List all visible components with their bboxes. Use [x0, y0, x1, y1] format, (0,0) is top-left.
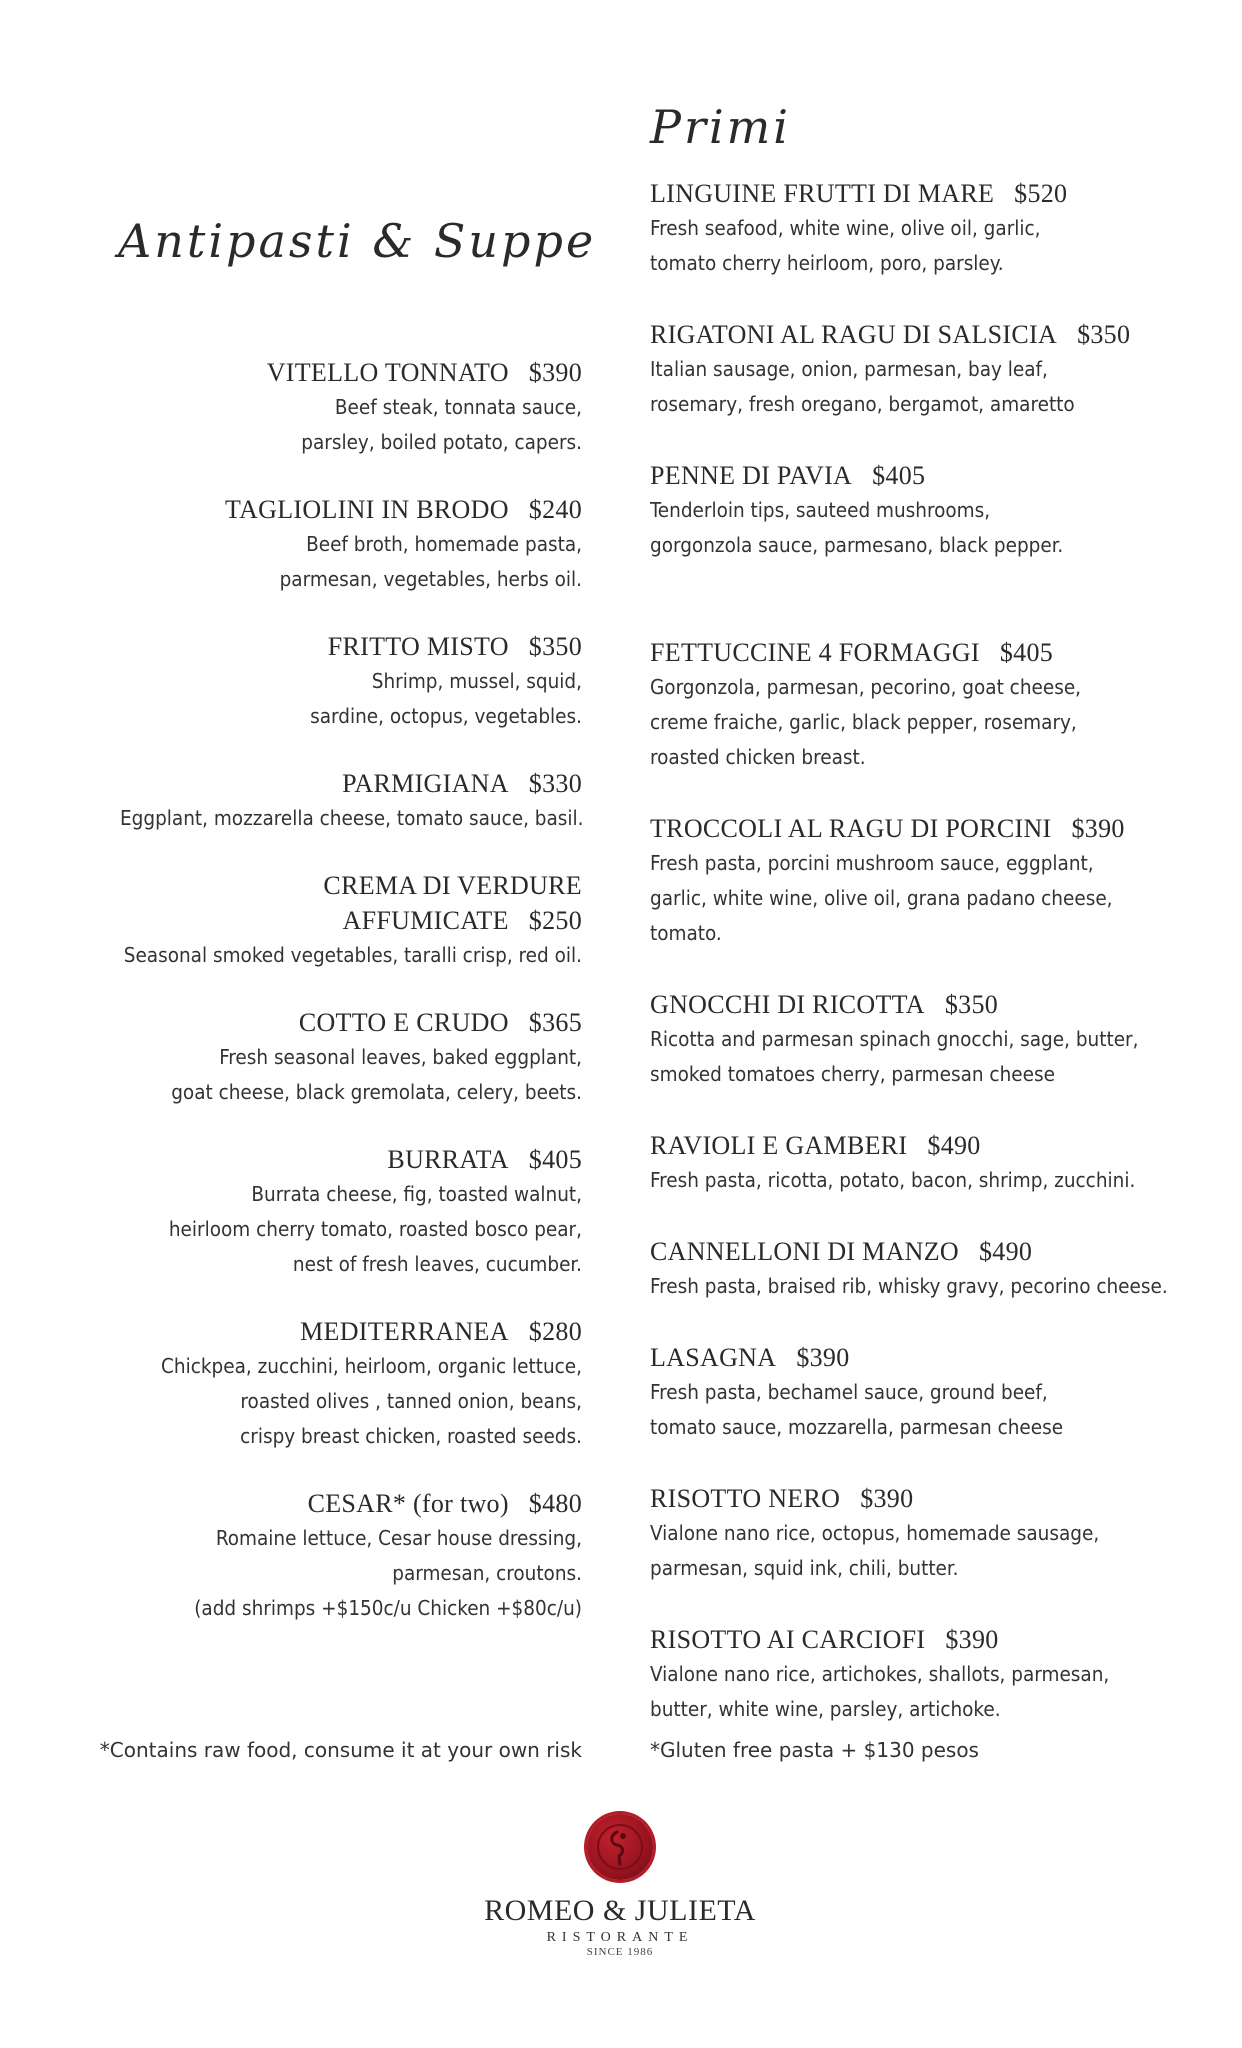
menu-item-name: VITELLO TONNATO: [266, 358, 509, 387]
menu-item-description-line: goat cheese, black gremolata, celery, beets.: [171, 1080, 582, 1104]
menu-item-price: $350: [528, 632, 582, 661]
menu-item-name: RISOTTO AI CARCIOFI: [650, 1625, 926, 1654]
menu-item: [120, 1142, 582, 1282]
menu-item-description-line: parmesan, squid ink, chili, butter.: [650, 1556, 959, 1580]
menu-item-description-line: smoked tomatoes cherry, parmesan cheese: [650, 1062, 1055, 1086]
gluten-free-note: *Gluten free pasta + $130 pesos: [650, 1738, 979, 1762]
menu-item-title-row: [120, 1486, 582, 1521]
menu-item: [120, 766, 582, 836]
menu-item-description-line: Fresh pasta, porcini mushroom sauce, eggplant,: [650, 851, 1094, 875]
menu-item-name: LINGUINE FRUTTI DI MARE: [650, 179, 995, 208]
menu-item-price: $405: [999, 638, 1054, 667]
menu-item-title-row: [120, 766, 582, 801]
menu-item-price: $280: [528, 1317, 582, 1346]
menu-item-description-line: tomato.: [650, 921, 722, 945]
menu-item-description-line: tomato cherry heirloom, poro, parsley.: [650, 251, 1004, 275]
menu-item: [650, 1481, 1210, 1586]
menu-item-title-row: [650, 458, 1210, 493]
menu-item-name: PENNE DI PAVIA: [650, 461, 853, 490]
menu-item-price: $390: [860, 1484, 914, 1513]
menu-item-price: $390: [796, 1343, 850, 1372]
menu-item-price: $390: [945, 1625, 999, 1654]
menu-item-description-line: heirloom cherry tomato, roasted bosco pear,: [168, 1217, 582, 1241]
menu-item-description: [650, 493, 1210, 563]
brand-since: SINCE 1986: [586, 1946, 654, 1958]
menu-item-name: RISOTTO NERO: [650, 1484, 841, 1513]
menu-item-description-line: Beef steak, tonnata sauce,: [334, 395, 582, 419]
menu-item-price: $405: [528, 1145, 582, 1174]
menu-item-price: $490: [979, 1237, 1033, 1266]
menu-item-description-line: Gorgonzola, parmesan, pecorino, goat cheese,: [650, 675, 1082, 699]
primi-list: [650, 176, 1210, 1727]
menu-item-price: $240: [528, 495, 582, 524]
menu-item: [120, 492, 582, 597]
menu-item-title-row: [650, 1340, 1210, 1375]
menu-item-description-line: creme fraiche, garlic, black pepper, rosemary,: [650, 710, 1077, 734]
menu-item-description: [650, 1163, 1210, 1198]
menu-item-price: $520: [1014, 179, 1068, 208]
menu-item-description: [650, 1516, 1210, 1586]
menu-item: [650, 635, 1210, 775]
menu-item-title-row: [650, 1128, 1210, 1163]
menu-item-description-line: rosemary, fresh oregano, bergamot, amaretto: [650, 392, 1075, 416]
brand-name: ROMEO & JULIETA: [484, 1894, 756, 1927]
menu-item-description: [650, 1657, 1210, 1727]
menu-item-description: [120, 801, 582, 836]
menu-item-name: TROCCOLI AL RAGU DI PORCINI: [650, 814, 1052, 843]
menu-item-name: PARMIGIANA: [342, 769, 509, 798]
menu-item: [120, 1486, 582, 1626]
menu-item-description-line: parmesan, vegetables, herbs oil.: [279, 567, 582, 591]
menu-item-description-line: Vialone nano rice, octopus, homemade sausage,: [650, 1521, 1100, 1545]
menu-item-description-line: Beef broth, homemade pasta,: [306, 532, 582, 556]
menu-item-description: [120, 1040, 582, 1110]
menu-item-description: [650, 1269, 1210, 1304]
menu-item-title-row: [120, 629, 582, 664]
menu-item: [650, 1622, 1210, 1727]
menu-item-description-line: Tenderloin tips, sauteed mushrooms,: [650, 498, 991, 522]
menu-item-description-line: Chickpea, zucchini, heirloom, organic lettuce,: [161, 1354, 582, 1378]
menu-item-price: $480: [528, 1489, 582, 1518]
menu-item-price: $330: [528, 769, 582, 798]
menu-item-name: FETTUCCINE 4 FORMAGGI: [650, 638, 980, 667]
menu-item-description-line: Fresh pasta, bechamel sauce, ground beef,: [650, 1380, 1048, 1404]
menu-item-name: MEDITERRANEA: [300, 1317, 509, 1346]
menu-item-description-line: butter, white wine, parsley, artichoke.: [650, 1697, 1001, 1721]
menu-item-name: BURRATA: [387, 1145, 509, 1174]
menu-item-price: $365: [528, 1008, 582, 1037]
menu-item-name: COTTO E CRUDO: [298, 1008, 509, 1037]
menu-item-description-line: nest of fresh leaves, cucumber.: [292, 1252, 582, 1276]
menu-item-description: [650, 211, 1210, 281]
menu-item-description: [120, 1349, 582, 1454]
menu-item-description-line: Fresh seafood, white wine, olive oil, garlic,: [650, 216, 1041, 240]
menu-item-name: GNOCCHI DI RICOTTA: [650, 990, 925, 1019]
menu-item-title-row: [120, 355, 582, 390]
menu-item-description: [650, 1375, 1210, 1445]
menu-item-description-line: crispy breast chicken, roasted seeds.: [240, 1424, 582, 1448]
menu-item-name: FRITTO MISTO: [327, 632, 509, 661]
menu-item-description: [120, 1177, 582, 1282]
menu-item-title-row: [120, 1005, 582, 1040]
menu-item-description-line: Eggplant, mozzarella cheese, tomato sauce, basil.: [120, 806, 584, 830]
menu-item-price: $390: [528, 358, 582, 387]
menu-item-description-line: parsley, boiled potato, capers.: [301, 430, 582, 454]
raw-food-note: *Contains raw food, consume it at your own risk: [99, 1738, 582, 1762]
menu-item-title-row: [650, 1234, 1210, 1269]
menu-item-price: $405: [872, 461, 926, 490]
menu-item-price: $390: [1071, 814, 1125, 843]
menu-item: [120, 1005, 582, 1110]
menu-item-description-line: Seasonal smoked vegetables, taralli crisp, red oil.: [123, 943, 582, 967]
menu-item-price: $350: [1077, 320, 1131, 349]
menu-item-price: $490: [927, 1131, 981, 1160]
menu-item-name-part: AFFUMICATE: [342, 906, 509, 935]
menu-item-name: TAGLIOLINI IN BRODO: [225, 495, 509, 524]
menu-item: [650, 811, 1210, 951]
menu-item: [650, 1128, 1210, 1198]
menu-item-title-row: [120, 1142, 582, 1177]
menu-item-title-row: [120, 1314, 582, 1349]
menu-item-title-row: [650, 1622, 1210, 1657]
menu-item-description-line: roasted olives , tanned onion, beans,: [240, 1389, 582, 1413]
menu-item-description-line: tomato sauce, mozzarella, parmesan cheese: [650, 1415, 1064, 1439]
antipasti-list: [120, 355, 582, 1626]
menu-item-title-row: [650, 1481, 1210, 1516]
brand-subtitle: RISTORANTE: [546, 1930, 694, 1945]
menu-item: [650, 1234, 1210, 1304]
menu-item: [650, 987, 1210, 1092]
menu-item-description-line: parmesan, croutons.: [392, 1561, 582, 1585]
menu-item: [120, 355, 582, 460]
menu-item-description-line: gorgonzola sauce, parmesano, black pepper.: [650, 533, 1064, 557]
menu-item-description-line: sardine, octopus, vegetables.: [310, 704, 582, 728]
menu-item-description-line: roasted chicken breast.: [650, 745, 866, 769]
menu-item: [650, 458, 1210, 563]
menu-item-title-row: [120, 492, 582, 527]
menu-item: [120, 629, 582, 734]
menu-item-name: LASAGNA: [650, 1343, 777, 1372]
menu-item-title-row: [650, 635, 1210, 670]
menu-item-description-line: Italian sausage, onion, parmesan, bay leaf,: [650, 357, 1048, 381]
menu-item-title-row: [650, 811, 1210, 846]
menu-item-description: [650, 352, 1210, 422]
menu-item-description-line: Burrata cheese, fig, toasted walnut,: [251, 1182, 582, 1206]
menu-item-description: [650, 1022, 1210, 1092]
menu-item: [650, 176, 1210, 281]
menu-item-title-row: [650, 317, 1210, 352]
primi-section-title: Primi: [650, 100, 791, 154]
menu-item-description-line: Fresh pasta, braised rib, whisky gravy, pecorino cheese.: [650, 1274, 1168, 1298]
menu-item-description: [650, 846, 1210, 951]
menu-item-description: [120, 938, 582, 973]
menu-item: [650, 1340, 1210, 1445]
menu-item-description-line: Shrimp, mussel, squid,: [371, 669, 582, 693]
antipasti-section-title: Antipasti & Suppe: [118, 214, 597, 268]
menu-item: [650, 317, 1210, 422]
menu-item: [120, 1314, 582, 1454]
menu-item-price: $350: [944, 990, 999, 1019]
menu-item-description: [120, 664, 582, 734]
menu-item-title-row: [650, 987, 1210, 1022]
restaurant-logo: [460, 1814, 780, 1958]
menu-item-description-line: Fresh seasonal leaves, baked eggplant,: [219, 1045, 582, 1069]
menu-item: [120, 868, 582, 973]
menu-item-name: CESAR* (for two): [307, 1489, 509, 1518]
menu-item-description-line: garlic, white wine, olive oil, grana padano cheese,: [650, 886, 1113, 910]
menu-item-description-line: Fresh pasta, ricotta, potato, bacon, shrimp, zucchini.: [650, 1168, 1136, 1192]
menu-item-description: [650, 670, 1210, 775]
menu-item-description: [120, 1521, 582, 1626]
menu-item-name: CREMA DI VERDURE: [323, 871, 582, 900]
menu-item-description-line: Romaine lettuce, Cesar house dressing,: [215, 1526, 582, 1550]
menu-item-name: RAVIOLI E GAMBERI: [650, 1131, 908, 1160]
menu-item-name: CANNELLONI DI MANZO: [650, 1237, 959, 1266]
menu-item-description: [120, 527, 582, 597]
menu-item-description-line: Ricotta and parmesan spinach gnocchi, sage, butter,: [650, 1027, 1139, 1051]
menu-item-title-row: [650, 176, 1210, 211]
wax-seal-icon: [587, 1814, 653, 1880]
menu-item-description-line: (add shrimps +$150c/u Chicken +$80c/u): [194, 1596, 582, 1620]
menu-item-description-line: Vialone nano rice, artichokes, shallots, parmesan,: [650, 1662, 1110, 1686]
menu-item-description: [120, 390, 582, 460]
menu-item-name-line2: [120, 903, 582, 938]
menu-item-name: RIGATONI AL RAGU DI SALSICIA: [650, 320, 1058, 349]
menu-item-price: $250: [528, 906, 582, 935]
